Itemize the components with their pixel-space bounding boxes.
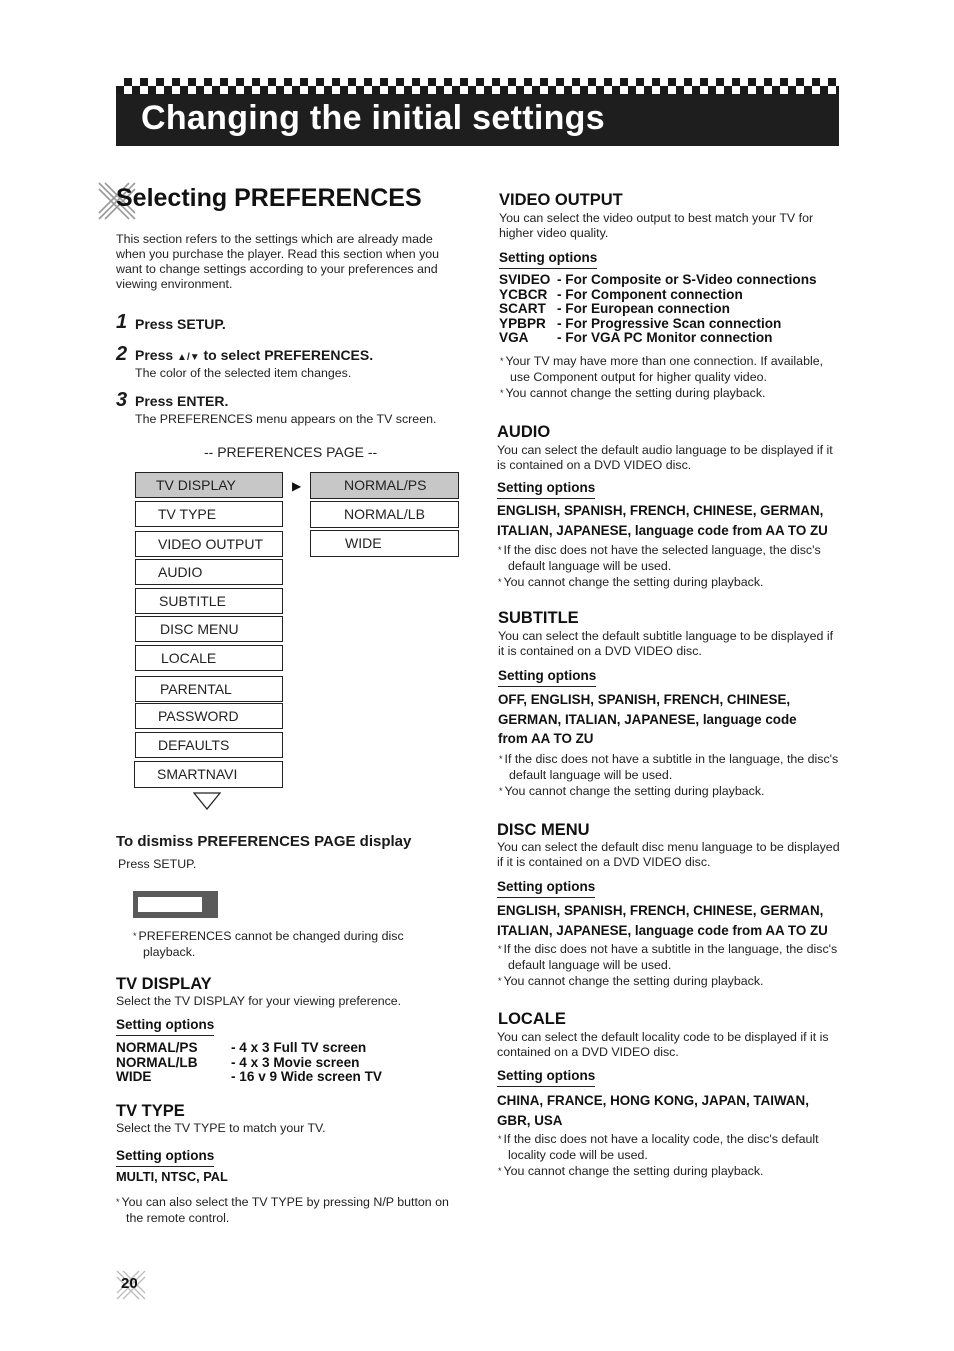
page-title: Changing the initial settings: [141, 99, 605, 137]
submenu-item: WIDE: [310, 530, 459, 557]
locale-heading: LOCALE: [498, 1010, 566, 1028]
disc-menu-options: ENGLISH, SPANISH, FRENCH, CHINESE, GERMAN, ITALIAN, JAPANESE, language code from AA TO ZU: [497, 903, 828, 938]
menu-item: DEFAULTS: [135, 732, 283, 758]
audio-options: ENGLISH, SPANISH, FRENCH, CHINESE, GERMAN, ITALIAN, JAPANESE, language code from AA TO ZU: [497, 503, 828, 538]
submenu-item: NORMAL/PS: [310, 472, 459, 499]
setting-options-label: Setting options: [497, 1068, 595, 1087]
checker-border: [116, 78, 839, 94]
subtitle-heading: SUBTITLE: [498, 609, 579, 627]
setting-options-label: Setting options: [499, 250, 597, 269]
audio-desc: You can select the default audio language to be displayed if it is contained on a DVD VIDEO disc.: [497, 443, 833, 472]
title-banner: [116, 94, 839, 146]
tv-type-heading: TV TYPE: [116, 1102, 185, 1120]
step-subtext: The color of the selected item changes.: [135, 366, 352, 380]
intro-text: This section refers to the settings which are already made when you purchase the player. Read this section when you want to change settings according to your preferences and viewing environment.: [116, 232, 440, 291]
setting-options-label: Setting options: [497, 879, 595, 898]
submenu-item: NORMAL/LB: [310, 501, 459, 528]
step-number: 3: [116, 389, 128, 411]
step-number: 1: [116, 311, 128, 333]
disc-menu-notes: * If the disc does not have a subtitle in the language, the disc's default language will be used. * You cannot change the setting during playback.: [498, 942, 838, 988]
menu-item: LOCALE: [135, 645, 283, 671]
setting-options-label: Setting options: [116, 1148, 214, 1167]
tv-type-note: * You can also select the TV TYPE by pressing N/P button on the remote control.: [116, 1195, 449, 1225]
subtitle-notes: * If the disc does not have a subtitle in the language, the disc's default language will be used. * You cannot change the setting during playback.: [499, 752, 839, 798]
dismiss-title: To dismiss PREFERENCES PAGE display: [116, 833, 412, 850]
tv-display-options: NORMAL/PS - 4 x 3 Full TV screen NORMAL/LB - 4 x 3 Movie screen WIDE - 16 v 9 Wide screen TV: [116, 1040, 382, 1084]
audio-heading: AUDIO: [497, 423, 551, 441]
tv-display-desc: Select the TV DISPLAY for your viewing preference.: [116, 994, 402, 1008]
disc-menu-heading: DISC MENU: [497, 821, 590, 839]
note-icon: [133, 891, 218, 918]
locale-notes: * If the disc does not have a locality code, the disc's default locality code will be used. * You cannot change the setting during playback.: [498, 1132, 819, 1178]
menu-item: TV TYPE: [135, 501, 283, 527]
audio-notes: * If the disc does not have the selected language, the disc's default language will be used. * You cannot change the setting during playback.: [498, 543, 821, 589]
step-text: Press SETUP.: [135, 316, 226, 332]
video-output-desc: You can select the video output to best match your TV for higher video quality.: [499, 211, 814, 240]
page-number: 20: [121, 1275, 138, 1292]
step-text: Press ▲/▼ to select PREFERENCES.: [135, 347, 374, 363]
step-number: 2: [116, 343, 128, 365]
tv-type-options: MULTI, NTSC, PAL: [116, 1169, 228, 1184]
video-output-heading: VIDEO OUTPUT: [499, 191, 623, 209]
menu-item: SMARTNAVI: [134, 761, 283, 788]
menu-item: VIDEO OUTPUT: [135, 531, 283, 557]
step-subtext: The PREFERENCES menu appears on the TV screen.: [135, 412, 437, 426]
section-title: Selecting PREFERENCES: [116, 184, 422, 212]
setting-options-label: Setting options: [116, 1017, 214, 1036]
menu-item: TV DISPLAY: [135, 472, 283, 498]
step-text: Press ENTER.: [135, 393, 229, 409]
disc-menu-desc: You can select the default disc menu language to be displayed if it is contained on a DVD VIDEO disc.: [497, 840, 840, 869]
scroll-down-triangle-icon: [193, 792, 221, 810]
menu-item: PARENTAL: [135, 676, 283, 702]
setting-options-label: Setting options: [497, 480, 595, 499]
tv-type-desc: Select the TV TYPE to match your TV.: [116, 1121, 326, 1135]
dismiss-text: Press SETUP.: [118, 857, 197, 871]
menu-item: SUBTITLE: [135, 588, 283, 614]
locale-desc: You can select the default locality code to be displayed if it is contained on a DVD VIDEO disc.: [497, 1030, 829, 1059]
menu-item: PASSWORD: [135, 703, 283, 729]
subtitle-desc: You can select the default subtitle language to be displayed if it is contained on a DVD VIDEO disc.: [498, 629, 834, 658]
menu-item: DISC MENU: [135, 616, 283, 642]
video-output-options: SVIDEO - For Composite or S-Video connections YCBCR - For Component connection SCART - For European connection YPBPR - For Progressive Scan connection VGA - For VGA PC Monitor connection: [499, 272, 817, 345]
setting-options-label: Setting options: [498, 668, 596, 687]
subtitle-options: OFF, ENGLISH, SPANISH, FRENCH, CHINESE, GERMAN, ITALIAN, JAPANESE, language code from AA TO ZU: [498, 692, 797, 746]
tv-display-heading: TV DISPLAY: [116, 975, 212, 993]
dismiss-note: * PREFERENCES cannot be changed during disc playback.: [133, 929, 404, 959]
menu-item: AUDIO: [135, 559, 283, 585]
video-output-notes: * Your TV may have more than one connection. If available, use Component output for higher quality video. * You cannot change the setting during playback.: [500, 354, 824, 400]
locale-options: CHINA, FRANCE, HONG KONG, JAPAN, TAIWAN, GBR, USA: [497, 1093, 809, 1128]
up-down-arrows-icon: ▲/▼: [177, 352, 200, 363]
menu-title: -- PREFERENCES PAGE --: [204, 444, 378, 460]
pointer-right-icon: ▶: [292, 479, 302, 493]
